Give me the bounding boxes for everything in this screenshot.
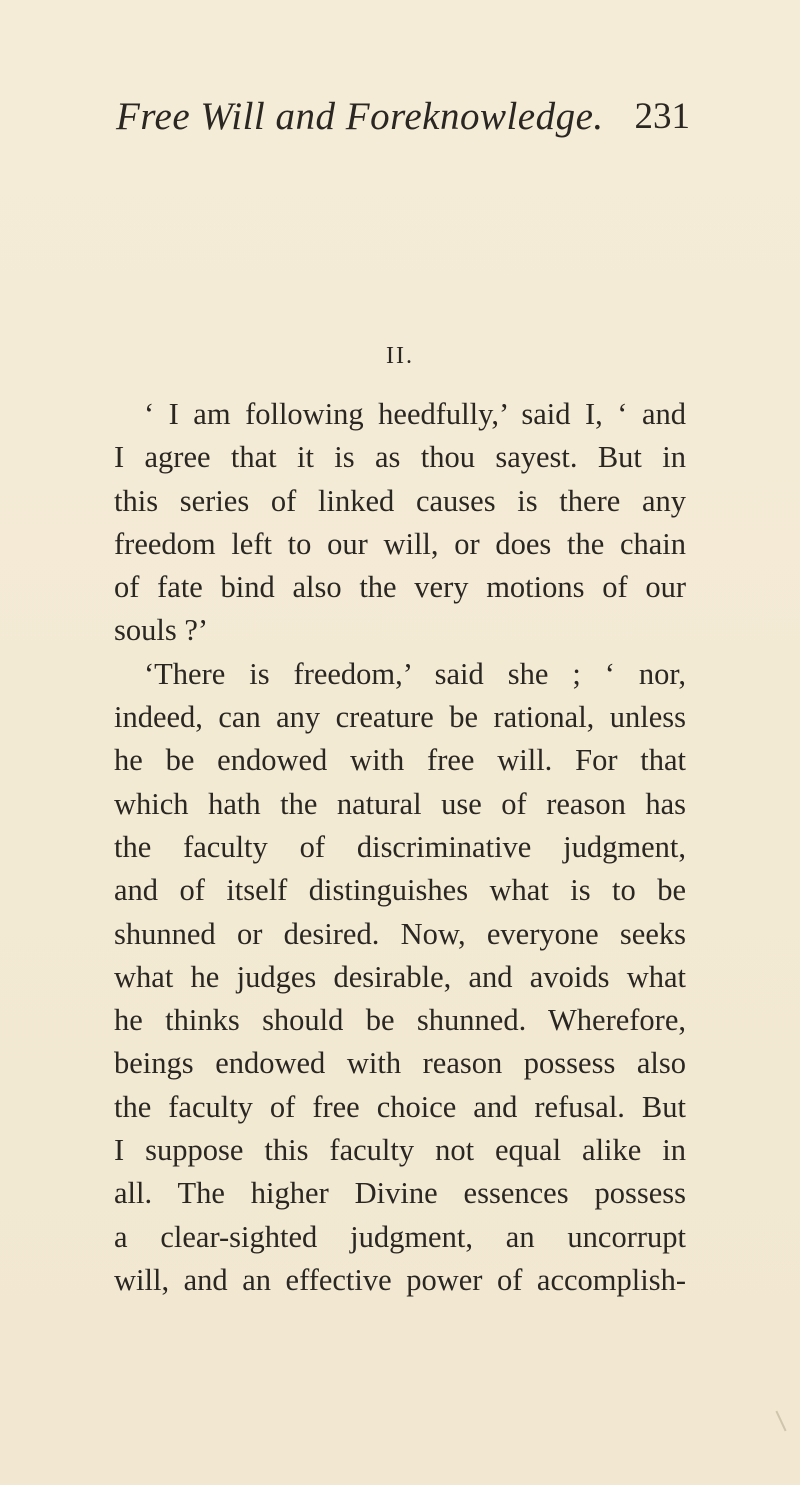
text-line: which hath the natural use of reason has [114, 786, 686, 821]
text-line: he be endowed with free will. For that [114, 743, 686, 778]
text-line: I suppose this faculty not equal alike in [114, 1133, 686, 1168]
running-head [116, 92, 690, 142]
running-title: Free Will and Foreknowledge. [116, 95, 604, 138]
page-number: 231 [634, 96, 690, 137]
text-line: souls ?’ [114, 613, 209, 648]
text-line: all. The higher Divine essences possess [114, 1176, 686, 1211]
text-line: what he judges desirable, and avoids what [114, 959, 686, 994]
text-line: and of itself distinguishes what is to be [114, 873, 686, 908]
text-line: shunned or desired. Now, everyone seeks [114, 916, 686, 951]
text-line: freedom left to our will, or does the chain [114, 526, 686, 561]
text-line: he thinks should be shunned. Wherefore, [114, 1003, 686, 1038]
text-line: will, and an effective power of accomplish- [114, 1262, 686, 1297]
text-line: I agree that it is as thou sayest. But in [114, 440, 686, 475]
text-line: this series of linked causes is there any [114, 483, 686, 518]
text-line: ‘There is freedom,’ said she ; ‘ nor, [144, 656, 686, 691]
text-line: a clear-sighted judgment, an uncorrupt [114, 1219, 686, 1254]
text-line: indeed, can any creature be rational, unless [114, 700, 686, 735]
text-line: the faculty of free choice and refusal. But [114, 1089, 686, 1124]
text-line: the faculty of discriminative judgment, [114, 829, 686, 864]
text-line: beings endowed with reason possess also [114, 1046, 686, 1081]
paper-mark [775, 1411, 786, 1432]
text-line: ‘ I am following heedfully,’ said I, ‘ and [144, 397, 686, 431]
text-line: of fate bind also the very motions of our [114, 570, 686, 605]
section-number: II. [386, 343, 414, 369]
body-text [114, 393, 686, 1302]
